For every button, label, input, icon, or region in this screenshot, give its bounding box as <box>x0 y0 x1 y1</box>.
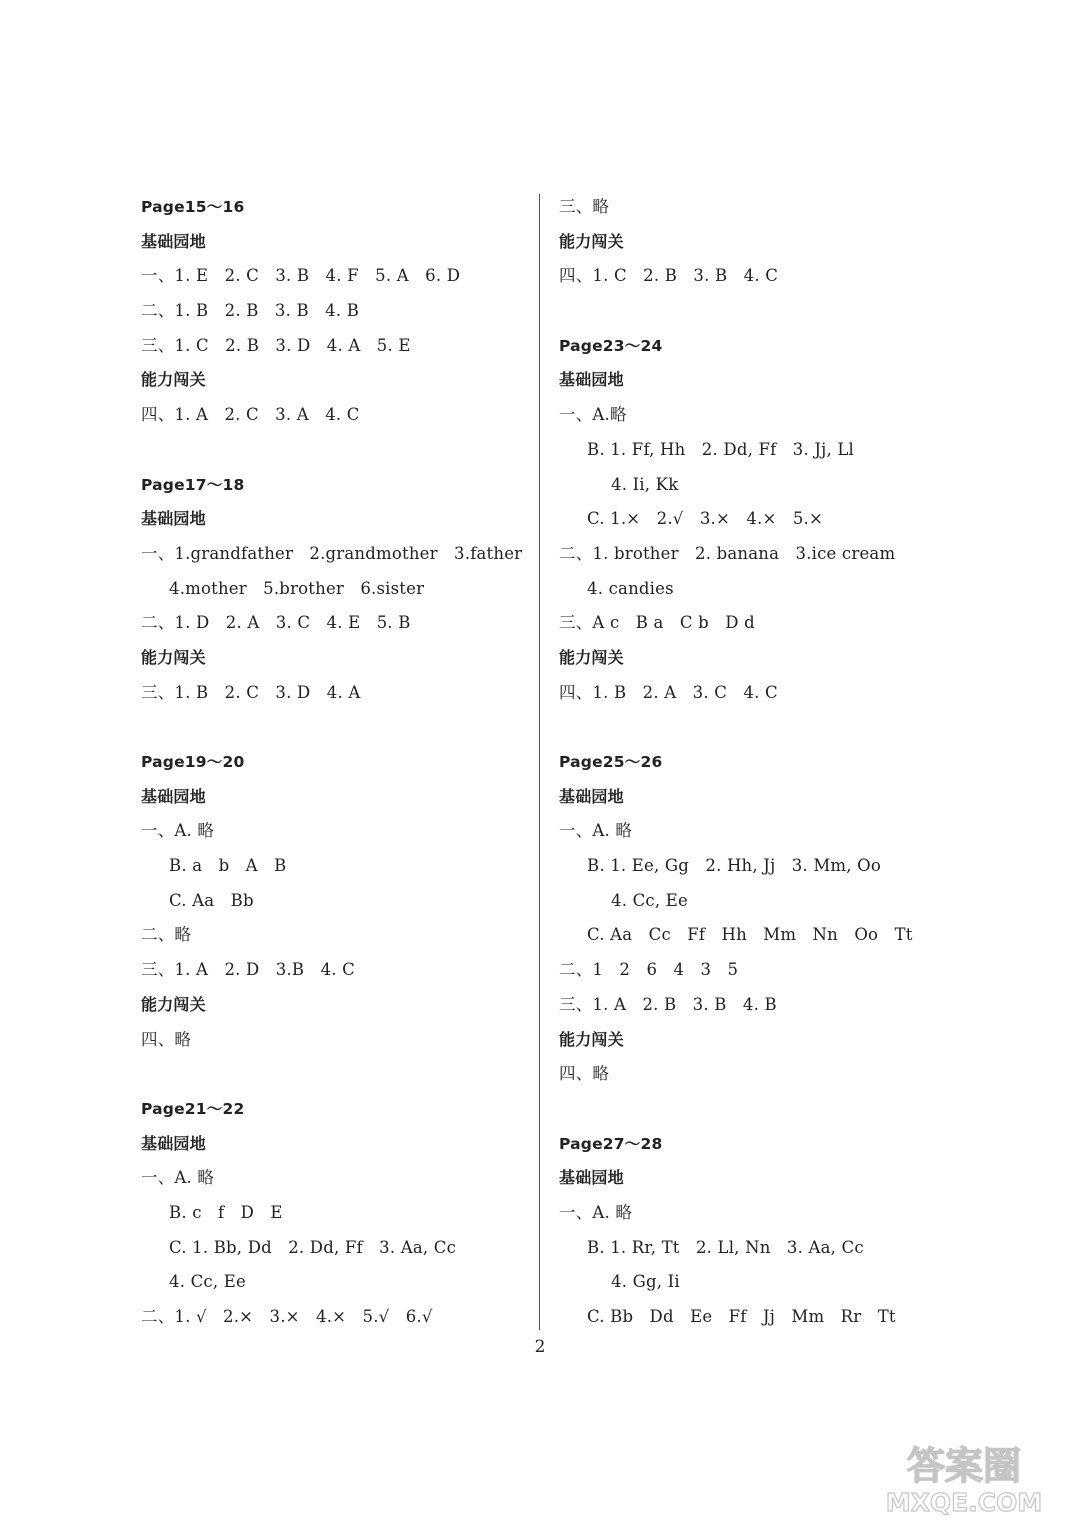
answer-line: B. a b A B <box>169 856 287 876</box>
answer-line: 三、1. C 2. B 3. D 4. A 5. E <box>141 335 411 355</box>
section-label: 能力闯关 <box>141 647 206 667</box>
answer-line: 二、1. √ 2.× 3.× 4.× 5.√ 6.√ <box>141 1307 433 1326</box>
answer-line: 三、1. A 2. D 3.B 4. C <box>141 960 356 980</box>
answer-line: 四、略 <box>559 1064 610 1084</box>
answer-line: 4. Ii, Kk <box>611 474 679 494</box>
section-label: 基础园地 <box>141 786 206 806</box>
answer-line: 二、1 2 6 4 3 5 <box>559 960 739 980</box>
spacer <box>559 710 979 745</box>
answer-line: 4. Gg, Ii <box>611 1272 680 1292</box>
right-answer-column <box>559 190 979 1335</box>
section-label: 基础园地 <box>559 786 624 806</box>
section-label: 能力闯关 <box>559 231 624 251</box>
spacer <box>141 710 521 745</box>
answer-line: 一、1.grandfather 2.grandmother 3.father <box>141 543 523 563</box>
answer-line: B. c f D E <box>169 1202 283 1222</box>
page-range-heading: Page21～22 <box>141 1099 245 1118</box>
section-label: 基础园地 <box>141 509 206 529</box>
section-label: 基础园地 <box>559 1168 624 1188</box>
spacer <box>559 1092 979 1127</box>
answer-line: C. 1. Bb, Dd 2. Dd, Ff 3. Aa, Cc <box>169 1237 457 1257</box>
answer-line: 一、A.略 <box>559 405 627 425</box>
answer-line: 四、略 <box>141 1029 192 1049</box>
answer-line: C. Aa Cc Ff Hh Mm Nn Oo Tt <box>587 925 913 945</box>
answer-line: 四、1. A 2. C 3. A 4. C <box>141 405 360 425</box>
section-label: 基础园地 <box>141 231 206 251</box>
page-range-heading: Page19～20 <box>141 753 245 771</box>
page-range-heading: Page25～26 <box>559 753 663 771</box>
answer-line: 一、A. 略 <box>141 1168 215 1188</box>
answer-line: 一、A. 略 <box>559 821 633 841</box>
watermark-text-url: MXQE.COM <box>885 1488 1043 1517</box>
watermark-logo <box>877 1439 1052 1519</box>
answer-line: B. 1. Rr, Tt 2. Ll, Nn 3. Aa, Cc <box>587 1237 864 1257</box>
answer-line: 三、A c B a C b D d <box>559 613 755 633</box>
answer-line: 二、1. brother 2. banana 3.ice cream <box>559 543 896 563</box>
column-divider <box>539 194 540 1330</box>
answer-line: 一、1. E 2. C 3. B 4. F 5. A 6. D <box>141 266 461 286</box>
answer-line: 二、1. D 2. A 3. C 4. E 5. B <box>141 613 411 633</box>
answer-line: C. Bb Dd Ee Ff Jj Mm Rr Tt <box>587 1307 896 1326</box>
page-range-heading: Page17～18 <box>141 475 245 494</box>
section-label: 能力闯关 <box>559 647 624 667</box>
spacer <box>141 433 521 468</box>
spacer <box>141 1057 521 1092</box>
answer-line: 4. candies <box>587 578 674 598</box>
page-number: 2 <box>534 1337 546 1357</box>
left-answer-column <box>141 190 521 1335</box>
answer-line: 4.mother 5.brother 6.sister <box>169 578 425 598</box>
answer-line: 三、1. B 2. C 3. D 4. A <box>141 682 361 702</box>
answer-line: 三、略 <box>559 197 610 216</box>
section-label: 能力闯关 <box>141 370 206 390</box>
answer-line: B. 1. Ff, Hh 2. Dd, Ff 3. Jj, Ll <box>587 439 855 459</box>
answer-line: 二、1. B 2. B 3. B 4. B <box>141 301 360 321</box>
page-range-heading: Page27～28 <box>559 1134 663 1153</box>
section-label: 基础园地 <box>141 1133 206 1153</box>
section-label: 基础园地 <box>559 370 624 390</box>
answer-line: 三、1. A 2. B 3. B 4. B <box>559 994 777 1014</box>
page-range-heading: Page15～16 <box>141 198 245 216</box>
spacer <box>559 294 979 329</box>
answer-line: B. 1. Ee, Gg 2. Hh, Jj 3. Mm, Oo <box>587 856 882 876</box>
answer-line: 一、A. 略 <box>559 1202 633 1222</box>
section-label: 能力闯关 <box>141 994 206 1014</box>
answer-line: 4. Cc, Ee <box>169 1272 246 1292</box>
answer-line: 二、略 <box>141 925 192 945</box>
section-label: 能力闯关 <box>559 1029 624 1049</box>
answer-line: 4. Cc, Ee <box>611 890 688 910</box>
answer-line: C. Aa Bb <box>169 890 254 910</box>
answer-line: 四、1. C 2. B 3. B 4. C <box>559 266 779 286</box>
answer-line: C. 1.× 2.√ 3.× 4.× 5.× <box>587 509 823 529</box>
answer-line: 四、1. B 2. A 3. C 4. C <box>559 682 778 702</box>
answer-line: 一、A. 略 <box>141 821 215 841</box>
page-range-heading: Page23～24 <box>559 336 663 355</box>
watermark-text-cn: 答案圈 <box>906 1444 1022 1488</box>
